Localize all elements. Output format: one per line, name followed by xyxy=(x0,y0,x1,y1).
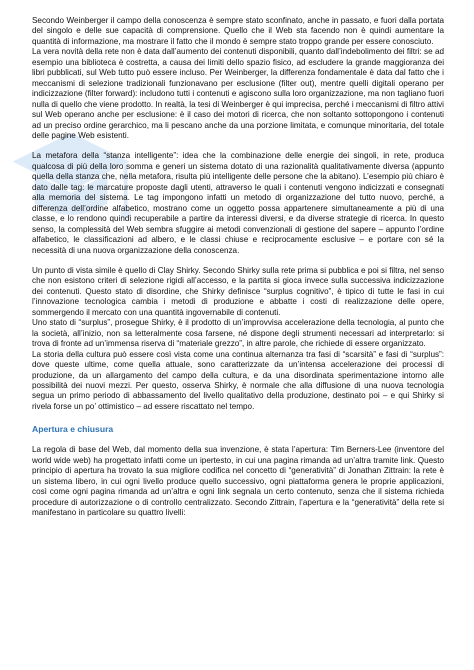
paragraph-surplus: Uno stato di “surplus”, prosegue Shirky, è il prodotto di un’improvvisa accelerazione della tecnologia, al punto che la società, all’inizio, non sa letteralmente cosa farsene, né dispone degli strumenti necessari ad interpretarlo: si trova di fronte ad un’immensa riserva di “materiale grezzo”, in altre parole, che richiede di essere organizzato. xyxy=(32,318,444,349)
paragraph-filters: La vera novità della rete non è data dall’aumento dei contenuti disponibili, quanto dall’indebolimento dei filtri: se ad esempio una biblioteca è costretta, a causa dei limiti dello spazio fisico, ad escludere la grande maggioranza dei libri pubblicati, sul Web tutto può essere incluso. Per Weinberger, la differenza fondamentale è data dal fatto che i meccanismi di selezione tradizionali funzionavano per esclusione (filter out), mentre quelli digitali operano per indicizzazione (filter forward): includono tutti i contenuti e agiscono sulla loro organizzazione, ma non tagliano fuori nulla di quello che viene prodotto. In realtà, la tesi di Weinberger è qui imprecisa, perché i meccanismi di filtro attivi sul Web operano anche per esclusione: è il caso dei motori di ricerca, che non soltanto sottopongono i contenuti ad un preciso ordine gerarchico, ma li pescano anche da una porzione limitata, e comunque minoritaria, del totale delle pagine Web esistenti. xyxy=(32,47,444,140)
document-page xyxy=(32,16,444,518)
section-heading: Apertura e chiusura xyxy=(32,424,114,435)
paragraph-smart-room: La metafora della “stanza intelligente”: idea che la combinazione delle energie dei singoli, in rete, produca qualcosa di più della loro somma e generi un sistema dotato di una razionalità qualitativamente diversa (appunto quella della stanza che, nella metafora, risulta più intelligente delle persone che la abitano). L’esempio più chiaro è dato dalle tag: le marcature proposte dagli utenti, attraverso le quali i contenuti vengono indicizzati e consegnati alla memoria del sistema. Le tag impongono infatti un metodo di organizzazione del tutto nuovo, perché, a differenza dell’ordine alfabetico, mostrano come un oggetto possa appartenere simultaneamente a più di una classe, e lo rendono quindi recuperabile a partire da interessi diversi, e da diverse strategie di ricerca. In questo senso, la complessità del Web sembra sfuggire ai metodi convenzionali di gestione del sapere – appunto l’ordine alfabetico, le classificazioni ad albero, e le classi chiuse e reciprocamente esclusive – e portare con sé la necessità di una nuova organizzazione della conoscenza. xyxy=(32,151,444,255)
paragraph-weinberger-intro: Secondo Weinberger il campo della conoscenza è sempre stato sconfinato, anche in passato, e fuori dalla portata del singolo e delle sue capacità di comprensione. Quello che il Web sta facendo non è quindi aumentare la quantità di informazione, ma mostrare il fatto che il mondo è sempre stato troppo grande per essere conosciuto. xyxy=(32,16,444,46)
paragraph-openness: La regola di base del Web, dal momento della sua invenzione, è stata l’apertura: Tim Berners-Lee (inventore del world wide web) ha progettato infatti come un ipertesto, in cui una pagina rimanda ad un’altra tramite link. Questo principio di apertura ha trovato la sua migliore codifica nel concetto di “generatività” di Jonathan Zittrain: la rete è un sistema libero, in cui ogni livello produce quello successivo, ogni piattaforma genera le proprie applicazioni, così come ogni pagina rimanda ad un’altra e ogni link segnala un certo contenuto, senza che il sistema richieda procedure di autorizzazione o di controllo centralizzato. Secondo Zittrain, l’apertura e la “generatività” della rete si manifestano in particolare su quattro livelli: xyxy=(32,445,444,518)
paragraph-shirky: Un punto di vista simile è quello di Clay Shirky. Secondo Shirky sulla rete prima si pubblica e poi si filtra, nel senso che non esistono criteri di selezione rigidi all’accesso, e la partita si gioca invece sulla successiva indicizzazione dei contenuti. Questo stato di disordine, che Shirky definisce “surplus cognitivo”, è tipico di tutte le fasi in cui l’innovazione tecnologica cambia i metodi di produzione e abbatte i costi di realizzazione delle opere, sommergendo il mercato con una quantità ingovernabile di contenuti. xyxy=(32,265,444,317)
paragraph-culture-history: La storia della cultura può essere così vista come una continua alternanza tra fasi di “scarsità” e fasi di “surplus”: dove queste ultime, come quella attuale, sono caratterizzate da un’intensa accelerazione dei processi di produzione, da un allargamento del campo della cultura, e da una disordinata sperimentazione intorno alle possibilità dei nuovi mezzi. Per questo, osserva Shirky, è normale che alla diffusione di una nuova tecnologia segua un primo periodo di abbassamento del livello qualitativo della produzione, destinato poi – e qui Shirky si rivela forse un po’ ottimistico – ad essere riscattato nel tempo. xyxy=(32,349,444,411)
